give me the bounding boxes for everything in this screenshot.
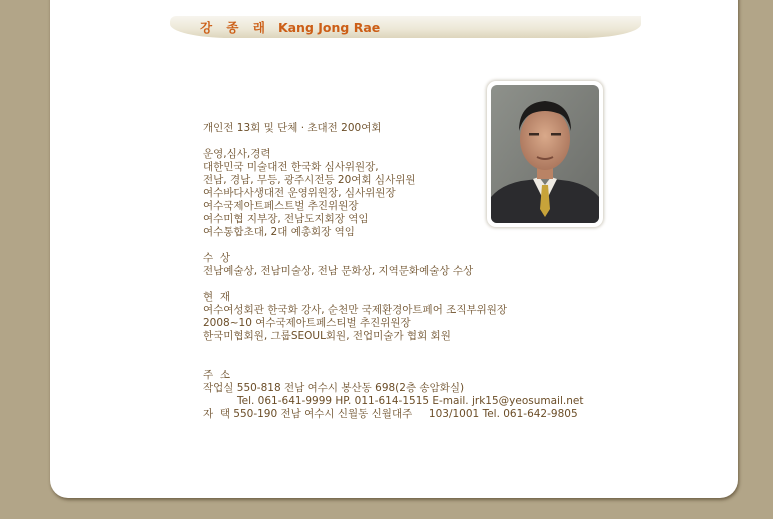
profile-content <box>203 122 723 421</box>
studio-address: 작업실 550-818 전남 여수시 봉산동 698(2층 송암화실) <box>203 382 465 394</box>
current-heading: 현 재 <box>203 291 230 303</box>
career-item: 대한민국 미술대전 한국화 심사위원장, <box>203 161 379 173</box>
career-item: 여수바다사생대전 운영위원장, 심사위원장 <box>203 187 396 199</box>
career-item: 여수통합초대, 2대 예총회장 역임 <box>203 226 355 238</box>
contact-info: Tel. 061-641-9999 HP. 011-614-1515 E-mail. jrk15@yeosumail.net <box>237 395 584 407</box>
current-item: 2008~10 여수국제아트페스티벌 추진위원장 <box>203 317 411 329</box>
home-address: 자 택 550-190 전남 여수시 신월동 신월대주 103/1001 Tel. 061-642-9805 <box>203 408 578 420</box>
name-english: Kang Jong Rae <box>277 20 381 35</box>
career-item: 여수미협 지부장, 전남도지회장 역임 <box>203 213 369 225</box>
current-item: 여수여성회관 한국화 강사, 순천만 국제환경아트페어 조직부위원장 <box>203 304 508 316</box>
career-heading: 운영,심사,경력 <box>203 148 271 160</box>
career-item: 전남, 경남, 무등, 광주시전등 20여회 심사위원 <box>203 174 416 186</box>
intro-text: 개인전 13회 및 단체 · 초대전 200여회 <box>203 122 382 134</box>
address-heading: 주 소 <box>203 369 230 381</box>
awards-item: 전남예술상, 전남미술상, 전남 문화상, 지역문화예술상 수상 <box>203 265 474 277</box>
current-item: 한국미협회원, 그룹SEOUL회원, 전업미술가 협회 회원 <box>203 330 451 342</box>
name-korean: 강 종 래 <box>200 20 270 35</box>
page-title <box>200 18 380 36</box>
awards-heading: 수 상 <box>203 252 230 264</box>
career-item: 여수국제아트페스트벌 추진위원장 <box>203 200 359 212</box>
